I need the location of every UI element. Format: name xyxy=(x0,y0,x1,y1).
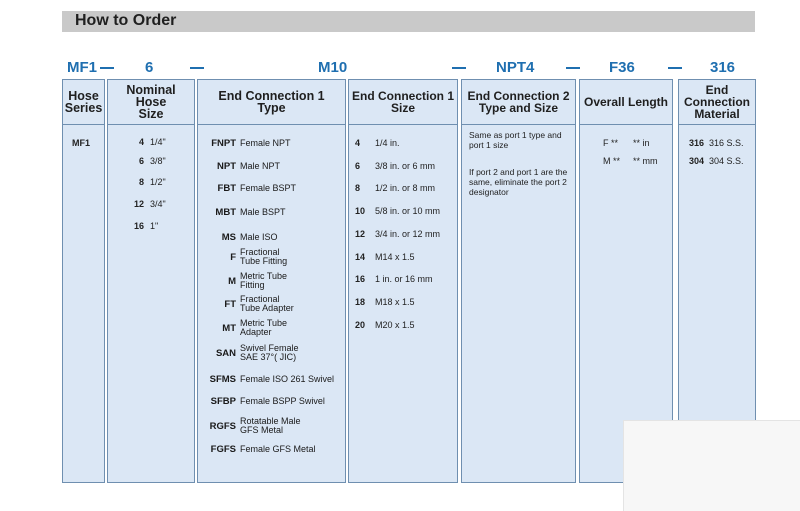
column-end1-type xyxy=(197,79,346,483)
end1-type-desc: Metric Tube Fitting xyxy=(240,271,288,290)
end1-size-code: 18 xyxy=(355,297,366,307)
end1-type-desc: Male BSPT xyxy=(240,207,286,217)
header-nominal-size xyxy=(108,80,194,125)
end1-size-desc: M18 x 1.5 xyxy=(375,297,415,307)
code-end1: M10 xyxy=(318,59,348,76)
end1-type-code: SFBP xyxy=(210,396,236,407)
nominal-size-inch: 1" xyxy=(150,221,159,231)
end1-size-desc: 3/8 in. or 6 mm xyxy=(375,161,436,171)
end1-type-code: SFMS xyxy=(209,374,236,385)
end1-type-code: FNPT xyxy=(211,138,236,149)
end1-type-desc: Female NPT xyxy=(240,138,291,148)
end1-type-desc: Female ISO 261 Swivel xyxy=(240,374,335,384)
code-dash xyxy=(190,67,204,69)
end1-type-desc: Male NPT xyxy=(240,161,281,171)
page-corner-shade xyxy=(623,420,800,511)
column-end1-size xyxy=(348,79,458,483)
column-hose-series xyxy=(62,79,105,483)
length-code-f: F ** xyxy=(603,138,619,148)
nominal-size-code: 6 xyxy=(138,156,144,166)
code-end2: NPT4 xyxy=(496,59,535,76)
end1-size-desc: M20 x 1.5 xyxy=(375,320,415,330)
header-end1-type xyxy=(198,80,345,125)
end2-note-same: Same as port 1 type and port 1 size xyxy=(469,130,562,150)
header-nominal-size-text: Nominal Hose Size xyxy=(126,83,176,121)
code-dash xyxy=(100,67,114,69)
end1-type-code: RGFS xyxy=(209,421,236,432)
column-nominal-size xyxy=(107,79,195,483)
end1-size-desc: 1/2 in. or 8 mm xyxy=(375,183,436,193)
end1-type-code: M xyxy=(228,276,236,287)
end1-size-desc: 3/4 in. or 12 mm xyxy=(375,229,441,239)
length-unit-mm: ** mm xyxy=(633,156,658,166)
nominal-size-code: 8 xyxy=(138,177,144,187)
end1-size-desc: M14 x 1.5 xyxy=(375,252,415,262)
material-code-316: 316 xyxy=(689,138,705,148)
header-end2-text: End Connection 2 Type and Size xyxy=(467,89,570,115)
end1-type-desc: Metric Tube Adapter xyxy=(240,318,288,337)
end1-size-code: 16 xyxy=(355,274,366,284)
end1-type-code: FBT xyxy=(217,183,236,194)
end1-type-code: MS xyxy=(221,232,236,243)
end1-type-desc: Fractional Tube Fitting xyxy=(240,247,288,266)
end1-type-desc: Female GFS Metal xyxy=(240,444,316,454)
section-title-bar xyxy=(62,11,755,32)
end1-type-code: F xyxy=(230,252,236,263)
end1-type-code: FT xyxy=(224,299,236,310)
section-title: How to Order xyxy=(75,12,177,29)
material-code-304: 304 xyxy=(689,156,705,166)
code-dash xyxy=(452,67,466,69)
end1-size-code: 4 xyxy=(355,138,361,148)
end1-type-desc: Male ISO xyxy=(240,232,278,242)
end1-type-code: MBT xyxy=(215,207,236,218)
code-length: F36 xyxy=(609,59,635,76)
header-material: End Connection Material xyxy=(679,80,755,125)
code-dash xyxy=(668,67,682,69)
header-end1-size xyxy=(349,80,457,125)
end1-type-code: NPT xyxy=(217,161,236,172)
nominal-size-inch: 1/4" xyxy=(150,137,166,147)
column-end2 xyxy=(461,79,576,483)
nominal-size-inch: 3/4" xyxy=(150,199,166,209)
end1-size-code: 14 xyxy=(355,252,366,262)
nominal-size-code: 16 xyxy=(133,221,144,231)
nominal-size-inch: 3/8" xyxy=(150,156,166,166)
code-nominal-size: 6 xyxy=(145,59,154,76)
end1-size-code: 6 xyxy=(355,161,361,171)
nominal-size-code: 4 xyxy=(138,137,144,147)
header-end2 xyxy=(462,80,575,125)
end1-size-desc: 5/8 in. or 10 mm xyxy=(375,206,441,216)
material-desc-304: 304 S.S. xyxy=(709,156,744,166)
header-hose-series: Hose Series xyxy=(63,80,104,125)
end1-type-desc: Rotatable Male GFS Metal xyxy=(240,416,301,435)
end1-type-desc: Fractional Tube Adapter xyxy=(240,294,294,313)
end1-size-code: 20 xyxy=(355,320,366,330)
end1-type-desc: Swivel Female SAE 37°( JIC) xyxy=(240,343,299,362)
end1-type-code: FGFS xyxy=(210,444,236,455)
nominal-size-code: 12 xyxy=(133,199,144,209)
header-length: Overall Length xyxy=(580,80,672,125)
header-end1-type-text: End Connection 1 Type xyxy=(218,89,325,115)
end1-type-code: MT xyxy=(222,323,236,334)
end1-size-code: 8 xyxy=(355,183,361,193)
code-material: 316 xyxy=(710,59,736,76)
material-desc-316: 316 S.S. xyxy=(709,138,744,148)
end1-type-desc: Female BSPT xyxy=(240,183,297,193)
header-end1-size-text: End Connection 1 Size xyxy=(352,89,454,115)
end2-note-eliminate: If port 2 and port 1 are the same, eliminate the port 2 designator xyxy=(469,167,568,197)
end1-size-code: 12 xyxy=(355,229,366,239)
length-code-m: M ** xyxy=(603,156,621,166)
code-dash xyxy=(566,67,580,69)
end1-size-desc: 1 in. or 16 mm xyxy=(375,274,433,284)
end1-type-code: SAN xyxy=(215,348,236,359)
end1-size-code: 10 xyxy=(355,206,366,216)
hose-series-value: MF1 xyxy=(72,138,90,148)
nominal-size-inch: 1/2" xyxy=(150,177,166,187)
code-hose-series: MF1 xyxy=(67,59,97,76)
end1-size-desc: 1/4 in. xyxy=(375,138,400,148)
length-unit-in: ** in xyxy=(633,138,650,148)
end1-type-desc: Female BSPP Swivel xyxy=(240,396,325,406)
